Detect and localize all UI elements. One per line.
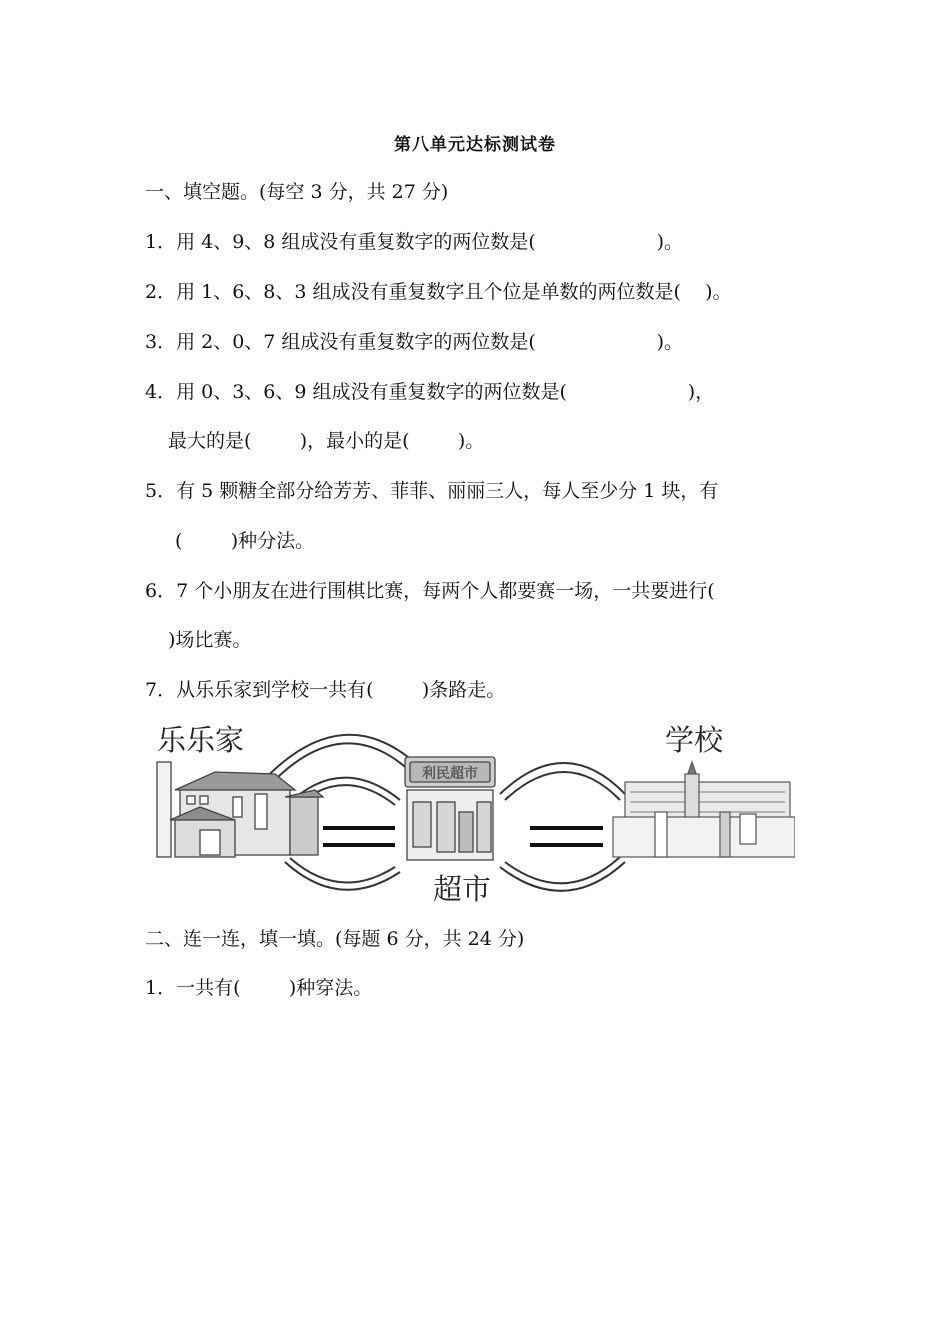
question-1: 1．用 4、9、8 组成没有重复数字的两位数是( )。 [145,231,684,253]
question-6-continuation: )场比赛。 [168,629,252,651]
shop-sign-label: 利民超市 [422,766,478,782]
supermarket-label: 超市 [433,872,492,906]
question-2: 2．用 1、6、8、3 组成没有重复数字且个位是单数的两位数是( )。 [145,281,732,303]
section2-question-1: 1．一共有( )种穿法。 [145,977,373,999]
home-label: 乐乐家 [157,723,245,757]
house-icon [157,762,323,857]
school-icon [613,762,795,857]
question-5: 5．有 5 颗糖全部分给芳芳、菲菲、丽丽三人，每人至少分 1 块，有 [145,480,719,502]
section-heading-2: 二、连一连，填一填。(每题 6 分，共 24 分) [145,928,525,950]
route-figure [155,712,795,907]
question-4-continuation: 最大的是( )，最小的是( )。 [168,430,485,452]
question-5-continuation: ( )种分法。 [175,530,315,552]
question-3: 3．用 2、0、7 组成没有重复数字的两位数是( )。 [145,331,684,353]
question-4: 4．用 0、3、6、9 组成没有重复数字的两位数是( )， [145,381,715,403]
section-heading-1: 一、填空题。(每空 3 分，共 27 分) [145,181,449,203]
school-label: 学校 [665,723,724,757]
question-6: 6．7 个小朋友在进行围棋比赛，每两个人都要赛一场，一共要进行( [145,580,715,602]
page-title: 第八单元达标测试卷 [394,135,556,155]
question-7: 7．从乐乐家到学校一共有( )条路走。 [145,679,506,701]
